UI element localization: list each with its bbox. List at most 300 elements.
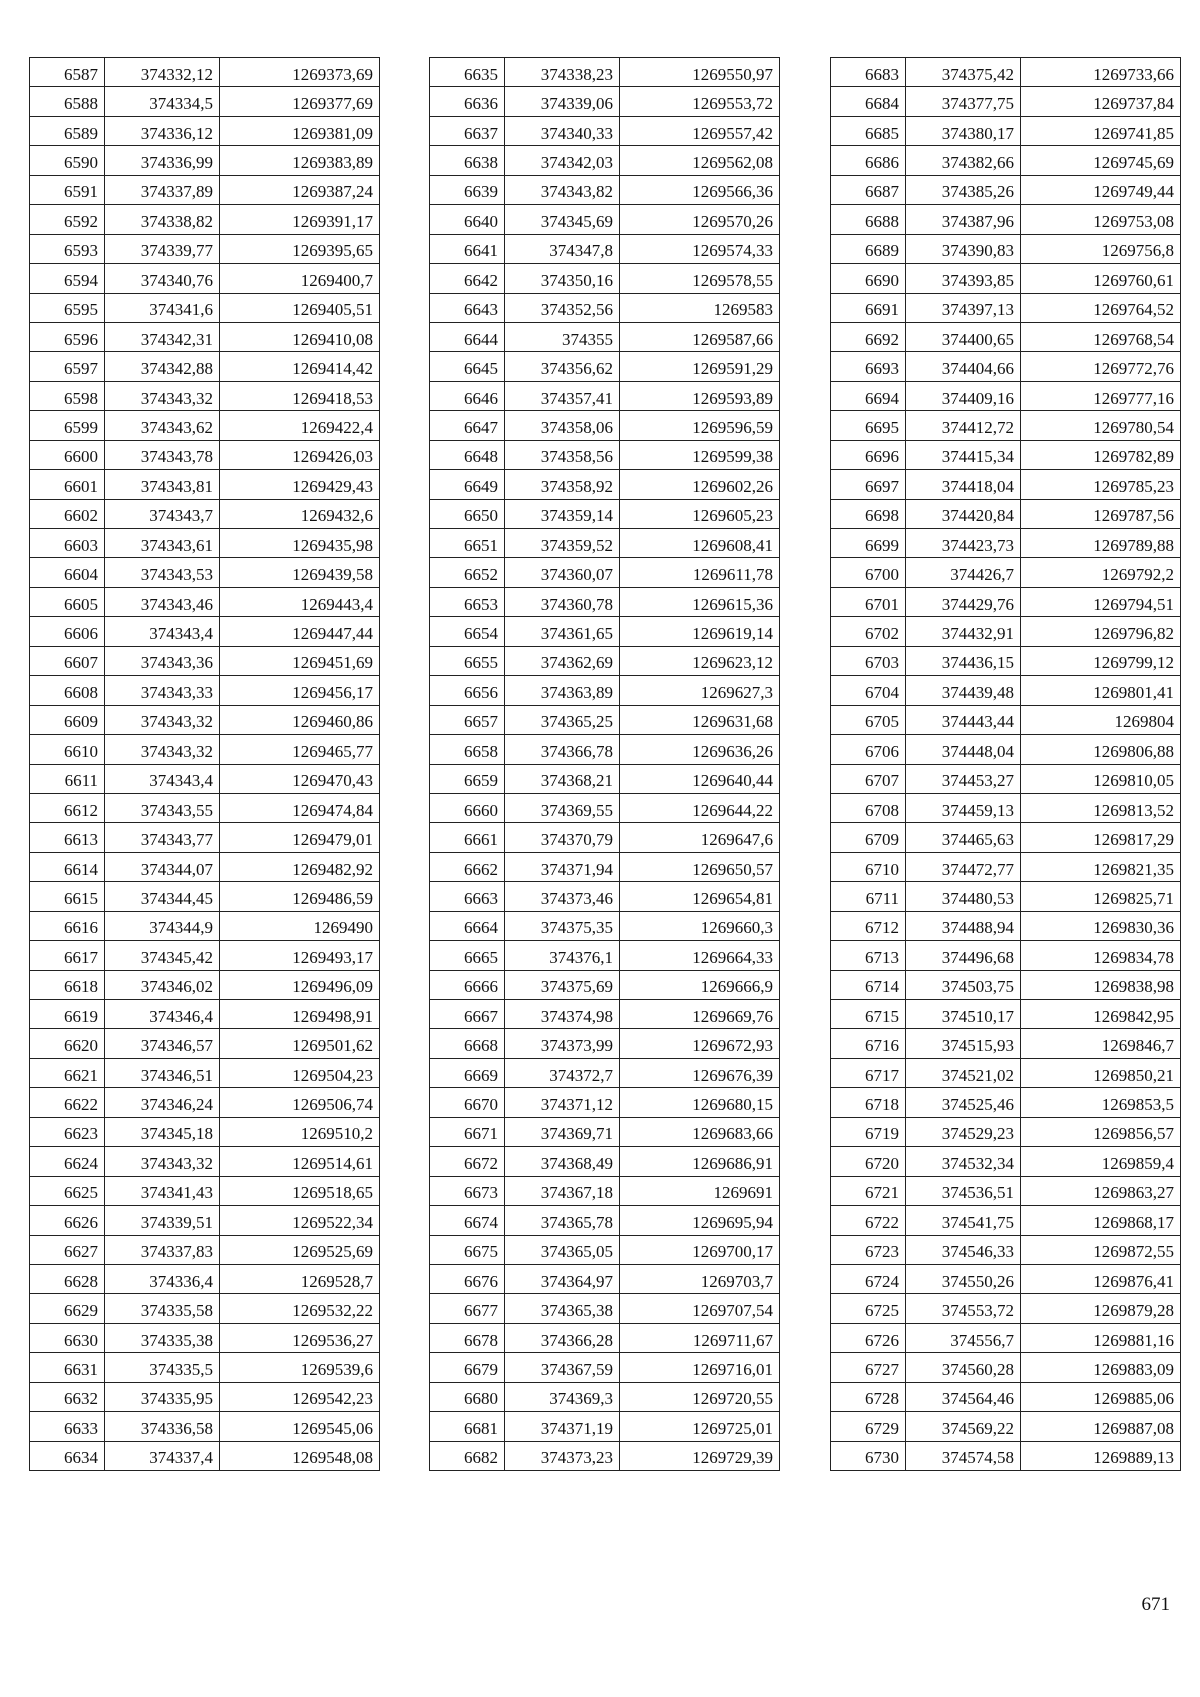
point-number-cell: 6587 bbox=[30, 58, 105, 87]
table-row bbox=[430, 1323, 780, 1352]
point-number-cell: 6722 bbox=[831, 1206, 906, 1235]
x-coordinate-cell: 374358,06 bbox=[505, 411, 620, 440]
table-row bbox=[30, 1088, 380, 1117]
table-row bbox=[831, 764, 1181, 793]
y-coordinate-cell: 1269686,91 bbox=[620, 1147, 780, 1176]
point-number-cell: 6665 bbox=[430, 941, 505, 970]
x-coordinate-cell: 374432,91 bbox=[906, 617, 1021, 646]
point-number-cell: 6719 bbox=[831, 1117, 906, 1146]
x-coordinate-cell: 374332,12 bbox=[105, 58, 220, 87]
y-coordinate-cell: 1269720,55 bbox=[620, 1382, 780, 1411]
x-coordinate-cell: 374390,83 bbox=[906, 234, 1021, 263]
y-coordinate-cell: 1269506,74 bbox=[220, 1088, 380, 1117]
y-coordinate-cell: 1269456,17 bbox=[220, 676, 380, 705]
y-coordinate-cell: 1269756,8 bbox=[1021, 234, 1181, 263]
x-coordinate-cell: 374358,92 bbox=[505, 470, 620, 499]
x-coordinate-cell: 374412,72 bbox=[906, 411, 1021, 440]
point-number-cell: 6666 bbox=[430, 970, 505, 999]
point-number-cell: 6606 bbox=[30, 617, 105, 646]
table-row bbox=[30, 1206, 380, 1235]
y-coordinate-cell: 1269422,4 bbox=[220, 411, 380, 440]
x-coordinate-cell: 374373,46 bbox=[505, 882, 620, 911]
point-number-cell: 6669 bbox=[430, 1058, 505, 1087]
x-coordinate-cell: 374369,55 bbox=[505, 793, 620, 822]
table-row bbox=[831, 705, 1181, 734]
y-coordinate-cell: 1269872,55 bbox=[1021, 1235, 1181, 1264]
table-row bbox=[430, 205, 780, 234]
x-coordinate-cell: 374418,04 bbox=[906, 470, 1021, 499]
y-coordinate-cell: 1269817,29 bbox=[1021, 823, 1181, 852]
x-coordinate-cell: 374423,73 bbox=[906, 529, 1021, 558]
x-coordinate-cell: 374387,96 bbox=[906, 205, 1021, 234]
y-coordinate-cell: 1269623,12 bbox=[620, 646, 780, 675]
y-coordinate-cell: 1269525,69 bbox=[220, 1235, 380, 1264]
point-number-cell: 6641 bbox=[430, 234, 505, 263]
table-row bbox=[831, 617, 1181, 646]
x-coordinate-cell: 374343,4 bbox=[105, 764, 220, 793]
y-coordinate-cell: 1269587,66 bbox=[620, 322, 780, 351]
table-row bbox=[430, 1000, 780, 1029]
point-number-cell: 6709 bbox=[831, 823, 906, 852]
y-coordinate-cell: 1269435,98 bbox=[220, 529, 380, 558]
x-coordinate-cell: 374359,52 bbox=[505, 529, 620, 558]
y-coordinate-cell: 1269447,44 bbox=[220, 617, 380, 646]
point-number-cell: 6624 bbox=[30, 1147, 105, 1176]
table-row bbox=[30, 293, 380, 322]
point-number-cell: 6728 bbox=[831, 1382, 906, 1411]
table-row bbox=[30, 1264, 380, 1293]
x-coordinate-cell: 374365,38 bbox=[505, 1294, 620, 1323]
x-coordinate-cell: 374343,7 bbox=[105, 499, 220, 528]
point-number-cell: 6599 bbox=[30, 411, 105, 440]
point-number-cell: 6700 bbox=[831, 558, 906, 587]
table-row bbox=[430, 470, 780, 499]
table-row bbox=[831, 116, 1181, 145]
point-number-cell: 6654 bbox=[430, 617, 505, 646]
x-coordinate-cell: 374359,14 bbox=[505, 499, 620, 528]
y-coordinate-cell: 1269672,93 bbox=[620, 1029, 780, 1058]
y-coordinate-cell: 1269838,98 bbox=[1021, 970, 1181, 999]
y-coordinate-cell: 1269813,52 bbox=[1021, 793, 1181, 822]
x-coordinate-cell: 374335,38 bbox=[105, 1323, 220, 1352]
x-coordinate-cell: 374525,46 bbox=[906, 1088, 1021, 1117]
point-number-cell: 6658 bbox=[430, 735, 505, 764]
point-number-cell: 6679 bbox=[430, 1353, 505, 1382]
y-coordinate-cell: 1269381,09 bbox=[220, 116, 380, 145]
y-coordinate-cell: 1269574,33 bbox=[620, 234, 780, 263]
point-number-cell: 6601 bbox=[30, 470, 105, 499]
point-number-cell: 6612 bbox=[30, 793, 105, 822]
y-coordinate-cell: 1269522,34 bbox=[220, 1206, 380, 1235]
table-row bbox=[831, 470, 1181, 499]
x-coordinate-cell: 374453,27 bbox=[906, 764, 1021, 793]
point-number-cell: 6608 bbox=[30, 676, 105, 705]
table-row bbox=[30, 58, 380, 87]
y-coordinate-cell: 1269460,86 bbox=[220, 705, 380, 734]
y-coordinate-cell: 1269691 bbox=[620, 1176, 780, 1205]
x-coordinate-cell: 374448,04 bbox=[906, 735, 1021, 764]
y-coordinate-cell: 1269596,59 bbox=[620, 411, 780, 440]
point-number-cell: 6622 bbox=[30, 1088, 105, 1117]
point-number-cell: 6689 bbox=[831, 234, 906, 263]
x-coordinate-cell: 374503,75 bbox=[906, 970, 1021, 999]
table-row bbox=[831, 558, 1181, 587]
x-coordinate-cell: 374367,18 bbox=[505, 1176, 620, 1205]
point-number-cell: 6681 bbox=[430, 1412, 505, 1441]
point-number-cell: 6686 bbox=[831, 146, 906, 175]
x-coordinate-cell: 374337,4 bbox=[105, 1441, 220, 1470]
y-coordinate-cell: 1269834,78 bbox=[1021, 941, 1181, 970]
table-row bbox=[430, 1412, 780, 1441]
point-number-cell: 6598 bbox=[30, 381, 105, 410]
y-coordinate-cell: 1269825,71 bbox=[1021, 882, 1181, 911]
y-coordinate-cell: 1269842,95 bbox=[1021, 1000, 1181, 1029]
x-coordinate-cell: 374352,56 bbox=[505, 293, 620, 322]
table-row bbox=[430, 116, 780, 145]
y-coordinate-cell: 1269553,72 bbox=[620, 87, 780, 116]
point-number-cell: 6605 bbox=[30, 587, 105, 616]
x-coordinate-cell: 374397,13 bbox=[906, 293, 1021, 322]
table-row bbox=[430, 735, 780, 764]
y-coordinate-cell: 1269518,65 bbox=[220, 1176, 380, 1205]
x-coordinate-cell: 374560,28 bbox=[906, 1353, 1021, 1382]
table-row bbox=[831, 1176, 1181, 1205]
point-number-cell: 6724 bbox=[831, 1264, 906, 1293]
point-number-cell: 6651 bbox=[430, 529, 505, 558]
point-number-cell: 6621 bbox=[30, 1058, 105, 1087]
y-coordinate-cell: 1269787,56 bbox=[1021, 499, 1181, 528]
x-coordinate-cell: 374368,49 bbox=[505, 1147, 620, 1176]
point-number-cell: 6701 bbox=[831, 587, 906, 616]
table-row bbox=[30, 499, 380, 528]
x-coordinate-cell: 374346,4 bbox=[105, 1000, 220, 1029]
x-coordinate-cell: 374342,31 bbox=[105, 322, 220, 351]
point-number-cell: 6628 bbox=[30, 1264, 105, 1293]
x-coordinate-cell: 374472,77 bbox=[906, 852, 1021, 881]
y-coordinate-cell: 1269557,42 bbox=[620, 116, 780, 145]
point-number-cell: 6707 bbox=[831, 764, 906, 793]
point-number-cell: 6637 bbox=[430, 116, 505, 145]
coordinate-table-1 bbox=[29, 57, 380, 1471]
y-coordinate-cell: 1269695,94 bbox=[620, 1206, 780, 1235]
point-number-cell: 6683 bbox=[831, 58, 906, 87]
x-coordinate-cell: 374360,78 bbox=[505, 587, 620, 616]
point-number-cell: 6653 bbox=[430, 587, 505, 616]
table-row bbox=[831, 1412, 1181, 1441]
y-coordinate-cell: 1269850,21 bbox=[1021, 1058, 1181, 1087]
y-coordinate-cell: 1269602,26 bbox=[620, 470, 780, 499]
y-coordinate-cell: 1269725,01 bbox=[620, 1412, 780, 1441]
point-number-cell: 6594 bbox=[30, 264, 105, 293]
table-row bbox=[30, 764, 380, 793]
x-coordinate-cell: 374343,82 bbox=[505, 175, 620, 204]
table-row bbox=[30, 617, 380, 646]
x-coordinate-cell: 374337,83 bbox=[105, 1235, 220, 1264]
x-coordinate-cell: 374343,36 bbox=[105, 646, 220, 675]
x-coordinate-cell: 374339,51 bbox=[105, 1206, 220, 1235]
table-row bbox=[30, 146, 380, 175]
x-coordinate-cell: 374338,23 bbox=[505, 58, 620, 87]
y-coordinate-cell: 1269514,61 bbox=[220, 1147, 380, 1176]
point-number-cell: 6626 bbox=[30, 1206, 105, 1235]
point-number-cell: 6639 bbox=[430, 175, 505, 204]
y-coordinate-cell: 1269780,54 bbox=[1021, 411, 1181, 440]
point-number-cell: 6656 bbox=[430, 676, 505, 705]
table-row bbox=[430, 558, 780, 587]
point-number-cell: 6697 bbox=[831, 470, 906, 499]
y-coordinate-cell: 1269504,23 bbox=[220, 1058, 380, 1087]
point-number-cell: 6691 bbox=[831, 293, 906, 322]
y-coordinate-cell: 1269631,68 bbox=[620, 705, 780, 734]
point-number-cell: 6616 bbox=[30, 911, 105, 940]
point-number-cell: 6684 bbox=[831, 87, 906, 116]
table-row bbox=[30, 735, 380, 764]
x-coordinate-cell: 374368,21 bbox=[505, 764, 620, 793]
table-row bbox=[831, 322, 1181, 351]
point-number-cell: 6595 bbox=[30, 293, 105, 322]
coordinate-table-2 bbox=[429, 57, 780, 1471]
point-number-cell: 6726 bbox=[831, 1323, 906, 1352]
y-coordinate-cell: 1269387,24 bbox=[220, 175, 380, 204]
point-number-cell: 6698 bbox=[831, 499, 906, 528]
y-coordinate-cell: 1269528,7 bbox=[220, 1264, 380, 1293]
point-number-cell: 6711 bbox=[831, 882, 906, 911]
table-row bbox=[430, 911, 780, 940]
x-coordinate-cell: 374336,99 bbox=[105, 146, 220, 175]
table-row bbox=[430, 1264, 780, 1293]
point-number-cell: 6600 bbox=[30, 440, 105, 469]
x-coordinate-cell: 374361,65 bbox=[505, 617, 620, 646]
table-row bbox=[831, 1294, 1181, 1323]
point-number-cell: 6725 bbox=[831, 1294, 906, 1323]
point-number-cell: 6668 bbox=[430, 1029, 505, 1058]
y-coordinate-cell: 1269772,76 bbox=[1021, 352, 1181, 381]
point-number-cell: 6620 bbox=[30, 1029, 105, 1058]
y-coordinate-cell: 1269785,23 bbox=[1021, 470, 1181, 499]
page-number: 671 bbox=[1141, 1594, 1170, 1615]
table-row bbox=[831, 175, 1181, 204]
x-coordinate-cell: 374343,61 bbox=[105, 529, 220, 558]
x-coordinate-cell: 374363,89 bbox=[505, 676, 620, 705]
x-coordinate-cell: 374343,53 bbox=[105, 558, 220, 587]
x-coordinate-cell: 374443,44 bbox=[906, 705, 1021, 734]
x-coordinate-cell: 374459,13 bbox=[906, 793, 1021, 822]
y-coordinate-cell: 1269650,57 bbox=[620, 852, 780, 881]
point-number-cell: 6623 bbox=[30, 1117, 105, 1146]
point-number-cell: 6619 bbox=[30, 1000, 105, 1029]
point-number-cell: 6712 bbox=[831, 911, 906, 940]
point-number-cell: 6727 bbox=[831, 1353, 906, 1382]
table-row bbox=[30, 1412, 380, 1441]
coordinate-table-3 bbox=[830, 57, 1181, 1471]
y-coordinate-cell: 1269536,27 bbox=[220, 1323, 380, 1352]
x-coordinate-cell: 374436,15 bbox=[906, 646, 1021, 675]
point-number-cell: 6671 bbox=[430, 1117, 505, 1146]
y-coordinate-cell: 1269644,22 bbox=[620, 793, 780, 822]
table-row bbox=[831, 381, 1181, 410]
table-row bbox=[430, 941, 780, 970]
y-coordinate-cell: 1269794,51 bbox=[1021, 587, 1181, 616]
point-number-cell: 6607 bbox=[30, 646, 105, 675]
y-coordinate-cell: 1269660,3 bbox=[620, 911, 780, 940]
y-coordinate-cell: 1269801,41 bbox=[1021, 676, 1181, 705]
x-coordinate-cell: 374343,46 bbox=[105, 587, 220, 616]
table-row bbox=[831, 587, 1181, 616]
x-coordinate-cell: 374553,72 bbox=[906, 1294, 1021, 1323]
y-coordinate-cell: 1269470,43 bbox=[220, 764, 380, 793]
x-coordinate-cell: 374377,75 bbox=[906, 87, 1021, 116]
table-row bbox=[430, 146, 780, 175]
point-number-cell: 6721 bbox=[831, 1176, 906, 1205]
x-coordinate-cell: 374358,56 bbox=[505, 440, 620, 469]
y-coordinate-cell: 1269599,38 bbox=[620, 440, 780, 469]
table-row bbox=[430, 1088, 780, 1117]
x-coordinate-cell: 374336,12 bbox=[105, 116, 220, 145]
x-coordinate-cell: 374342,03 bbox=[505, 146, 620, 175]
table-row bbox=[831, 852, 1181, 881]
table-row bbox=[430, 264, 780, 293]
y-coordinate-cell: 1269383,89 bbox=[220, 146, 380, 175]
table-row bbox=[831, 735, 1181, 764]
table-row bbox=[430, 352, 780, 381]
x-coordinate-cell: 374343,62 bbox=[105, 411, 220, 440]
y-coordinate-cell: 1269640,44 bbox=[620, 764, 780, 793]
x-coordinate-cell: 374343,32 bbox=[105, 735, 220, 764]
point-number-cell: 6647 bbox=[430, 411, 505, 440]
table-row bbox=[30, 823, 380, 852]
table-row bbox=[430, 882, 780, 911]
x-coordinate-cell: 374364,97 bbox=[505, 1264, 620, 1293]
point-number-cell: 6718 bbox=[831, 1088, 906, 1117]
point-number-cell: 6680 bbox=[430, 1382, 505, 1411]
x-coordinate-cell: 374536,51 bbox=[906, 1176, 1021, 1205]
point-number-cell: 6708 bbox=[831, 793, 906, 822]
x-coordinate-cell: 374529,23 bbox=[906, 1117, 1021, 1146]
point-number-cell: 6720 bbox=[831, 1147, 906, 1176]
table-row bbox=[430, 58, 780, 87]
point-number-cell: 6682 bbox=[430, 1441, 505, 1470]
point-number-cell: 6634 bbox=[30, 1441, 105, 1470]
x-coordinate-cell: 374346,24 bbox=[105, 1088, 220, 1117]
y-coordinate-cell: 1269664,33 bbox=[620, 941, 780, 970]
x-coordinate-cell: 374344,9 bbox=[105, 911, 220, 940]
table-row bbox=[430, 764, 780, 793]
point-number-cell: 6613 bbox=[30, 823, 105, 852]
table-row bbox=[430, 1117, 780, 1146]
point-number-cell: 6590 bbox=[30, 146, 105, 175]
table-row bbox=[430, 381, 780, 410]
table-row bbox=[30, 646, 380, 675]
y-coordinate-cell: 1269496,09 bbox=[220, 970, 380, 999]
x-coordinate-cell: 374439,48 bbox=[906, 676, 1021, 705]
point-number-cell: 6690 bbox=[831, 264, 906, 293]
table-row bbox=[831, 1117, 1181, 1146]
point-number-cell: 6627 bbox=[30, 1235, 105, 1264]
table-row bbox=[30, 1147, 380, 1176]
point-number-cell: 6609 bbox=[30, 705, 105, 734]
y-coordinate-cell: 1269583 bbox=[620, 293, 780, 322]
x-coordinate-cell: 374510,17 bbox=[906, 1000, 1021, 1029]
y-coordinate-cell: 1269745,69 bbox=[1021, 146, 1181, 175]
y-coordinate-cell: 1269881,16 bbox=[1021, 1323, 1181, 1352]
point-number-cell: 6723 bbox=[831, 1235, 906, 1264]
point-number-cell: 6614 bbox=[30, 852, 105, 881]
x-coordinate-cell: 374341,43 bbox=[105, 1176, 220, 1205]
point-number-cell: 6705 bbox=[831, 705, 906, 734]
y-coordinate-cell: 1269753,08 bbox=[1021, 205, 1181, 234]
point-number-cell: 6632 bbox=[30, 1382, 105, 1411]
table-row bbox=[831, 352, 1181, 381]
x-coordinate-cell: 374346,02 bbox=[105, 970, 220, 999]
point-number-cell: 6630 bbox=[30, 1323, 105, 1352]
point-number-cell: 6644 bbox=[430, 322, 505, 351]
table-row bbox=[430, 411, 780, 440]
x-coordinate-cell: 374340,76 bbox=[105, 264, 220, 293]
y-coordinate-cell: 1269669,76 bbox=[620, 1000, 780, 1029]
x-coordinate-cell: 374382,66 bbox=[906, 146, 1021, 175]
y-coordinate-cell: 1269591,29 bbox=[620, 352, 780, 381]
table-row bbox=[831, 911, 1181, 940]
x-coordinate-cell: 374343,33 bbox=[105, 676, 220, 705]
y-coordinate-cell: 1269749,44 bbox=[1021, 175, 1181, 204]
x-coordinate-cell: 374550,26 bbox=[906, 1264, 1021, 1293]
table-row bbox=[831, 264, 1181, 293]
x-coordinate-cell: 374521,02 bbox=[906, 1058, 1021, 1087]
table-row bbox=[30, 1294, 380, 1323]
y-coordinate-cell: 1269859,4 bbox=[1021, 1147, 1181, 1176]
x-coordinate-cell: 374375,35 bbox=[505, 911, 620, 940]
y-coordinate-cell: 1269627,3 bbox=[620, 676, 780, 705]
x-coordinate-cell: 374480,53 bbox=[906, 882, 1021, 911]
point-number-cell: 6640 bbox=[430, 205, 505, 234]
point-number-cell: 6714 bbox=[831, 970, 906, 999]
point-number-cell: 6625 bbox=[30, 1176, 105, 1205]
table-row bbox=[430, 852, 780, 881]
point-number-cell: 6663 bbox=[430, 882, 505, 911]
x-coordinate-cell: 374415,34 bbox=[906, 440, 1021, 469]
y-coordinate-cell: 1269501,62 bbox=[220, 1029, 380, 1058]
table-row bbox=[831, 146, 1181, 175]
x-coordinate-cell: 374380,17 bbox=[906, 116, 1021, 145]
x-coordinate-cell: 374334,5 bbox=[105, 87, 220, 116]
y-coordinate-cell: 1269432,6 bbox=[220, 499, 380, 528]
table-row bbox=[430, 1382, 780, 1411]
point-number-cell: 6642 bbox=[430, 264, 505, 293]
table-row bbox=[30, 87, 380, 116]
y-coordinate-cell: 1269868,17 bbox=[1021, 1206, 1181, 1235]
table-row bbox=[430, 1294, 780, 1323]
table-row bbox=[831, 1147, 1181, 1176]
x-coordinate-cell: 374346,57 bbox=[105, 1029, 220, 1058]
y-coordinate-cell: 1269733,66 bbox=[1021, 58, 1181, 87]
table-row bbox=[430, 1147, 780, 1176]
x-coordinate-cell: 374343,55 bbox=[105, 793, 220, 822]
table-row bbox=[831, 58, 1181, 87]
x-coordinate-cell: 374366,28 bbox=[505, 1323, 620, 1352]
point-number-cell: 6693 bbox=[831, 352, 906, 381]
y-coordinate-cell: 1269619,14 bbox=[620, 617, 780, 646]
point-number-cell: 6694 bbox=[831, 381, 906, 410]
y-coordinate-cell: 1269830,36 bbox=[1021, 911, 1181, 940]
x-coordinate-cell: 374541,75 bbox=[906, 1206, 1021, 1235]
point-number-cell: 6591 bbox=[30, 175, 105, 204]
y-coordinate-cell: 1269373,69 bbox=[220, 58, 380, 87]
y-coordinate-cell: 1269414,42 bbox=[220, 352, 380, 381]
table-row bbox=[30, 116, 380, 145]
point-number-cell: 6716 bbox=[831, 1029, 906, 1058]
point-number-cell: 6633 bbox=[30, 1412, 105, 1441]
y-coordinate-cell: 1269876,41 bbox=[1021, 1264, 1181, 1293]
